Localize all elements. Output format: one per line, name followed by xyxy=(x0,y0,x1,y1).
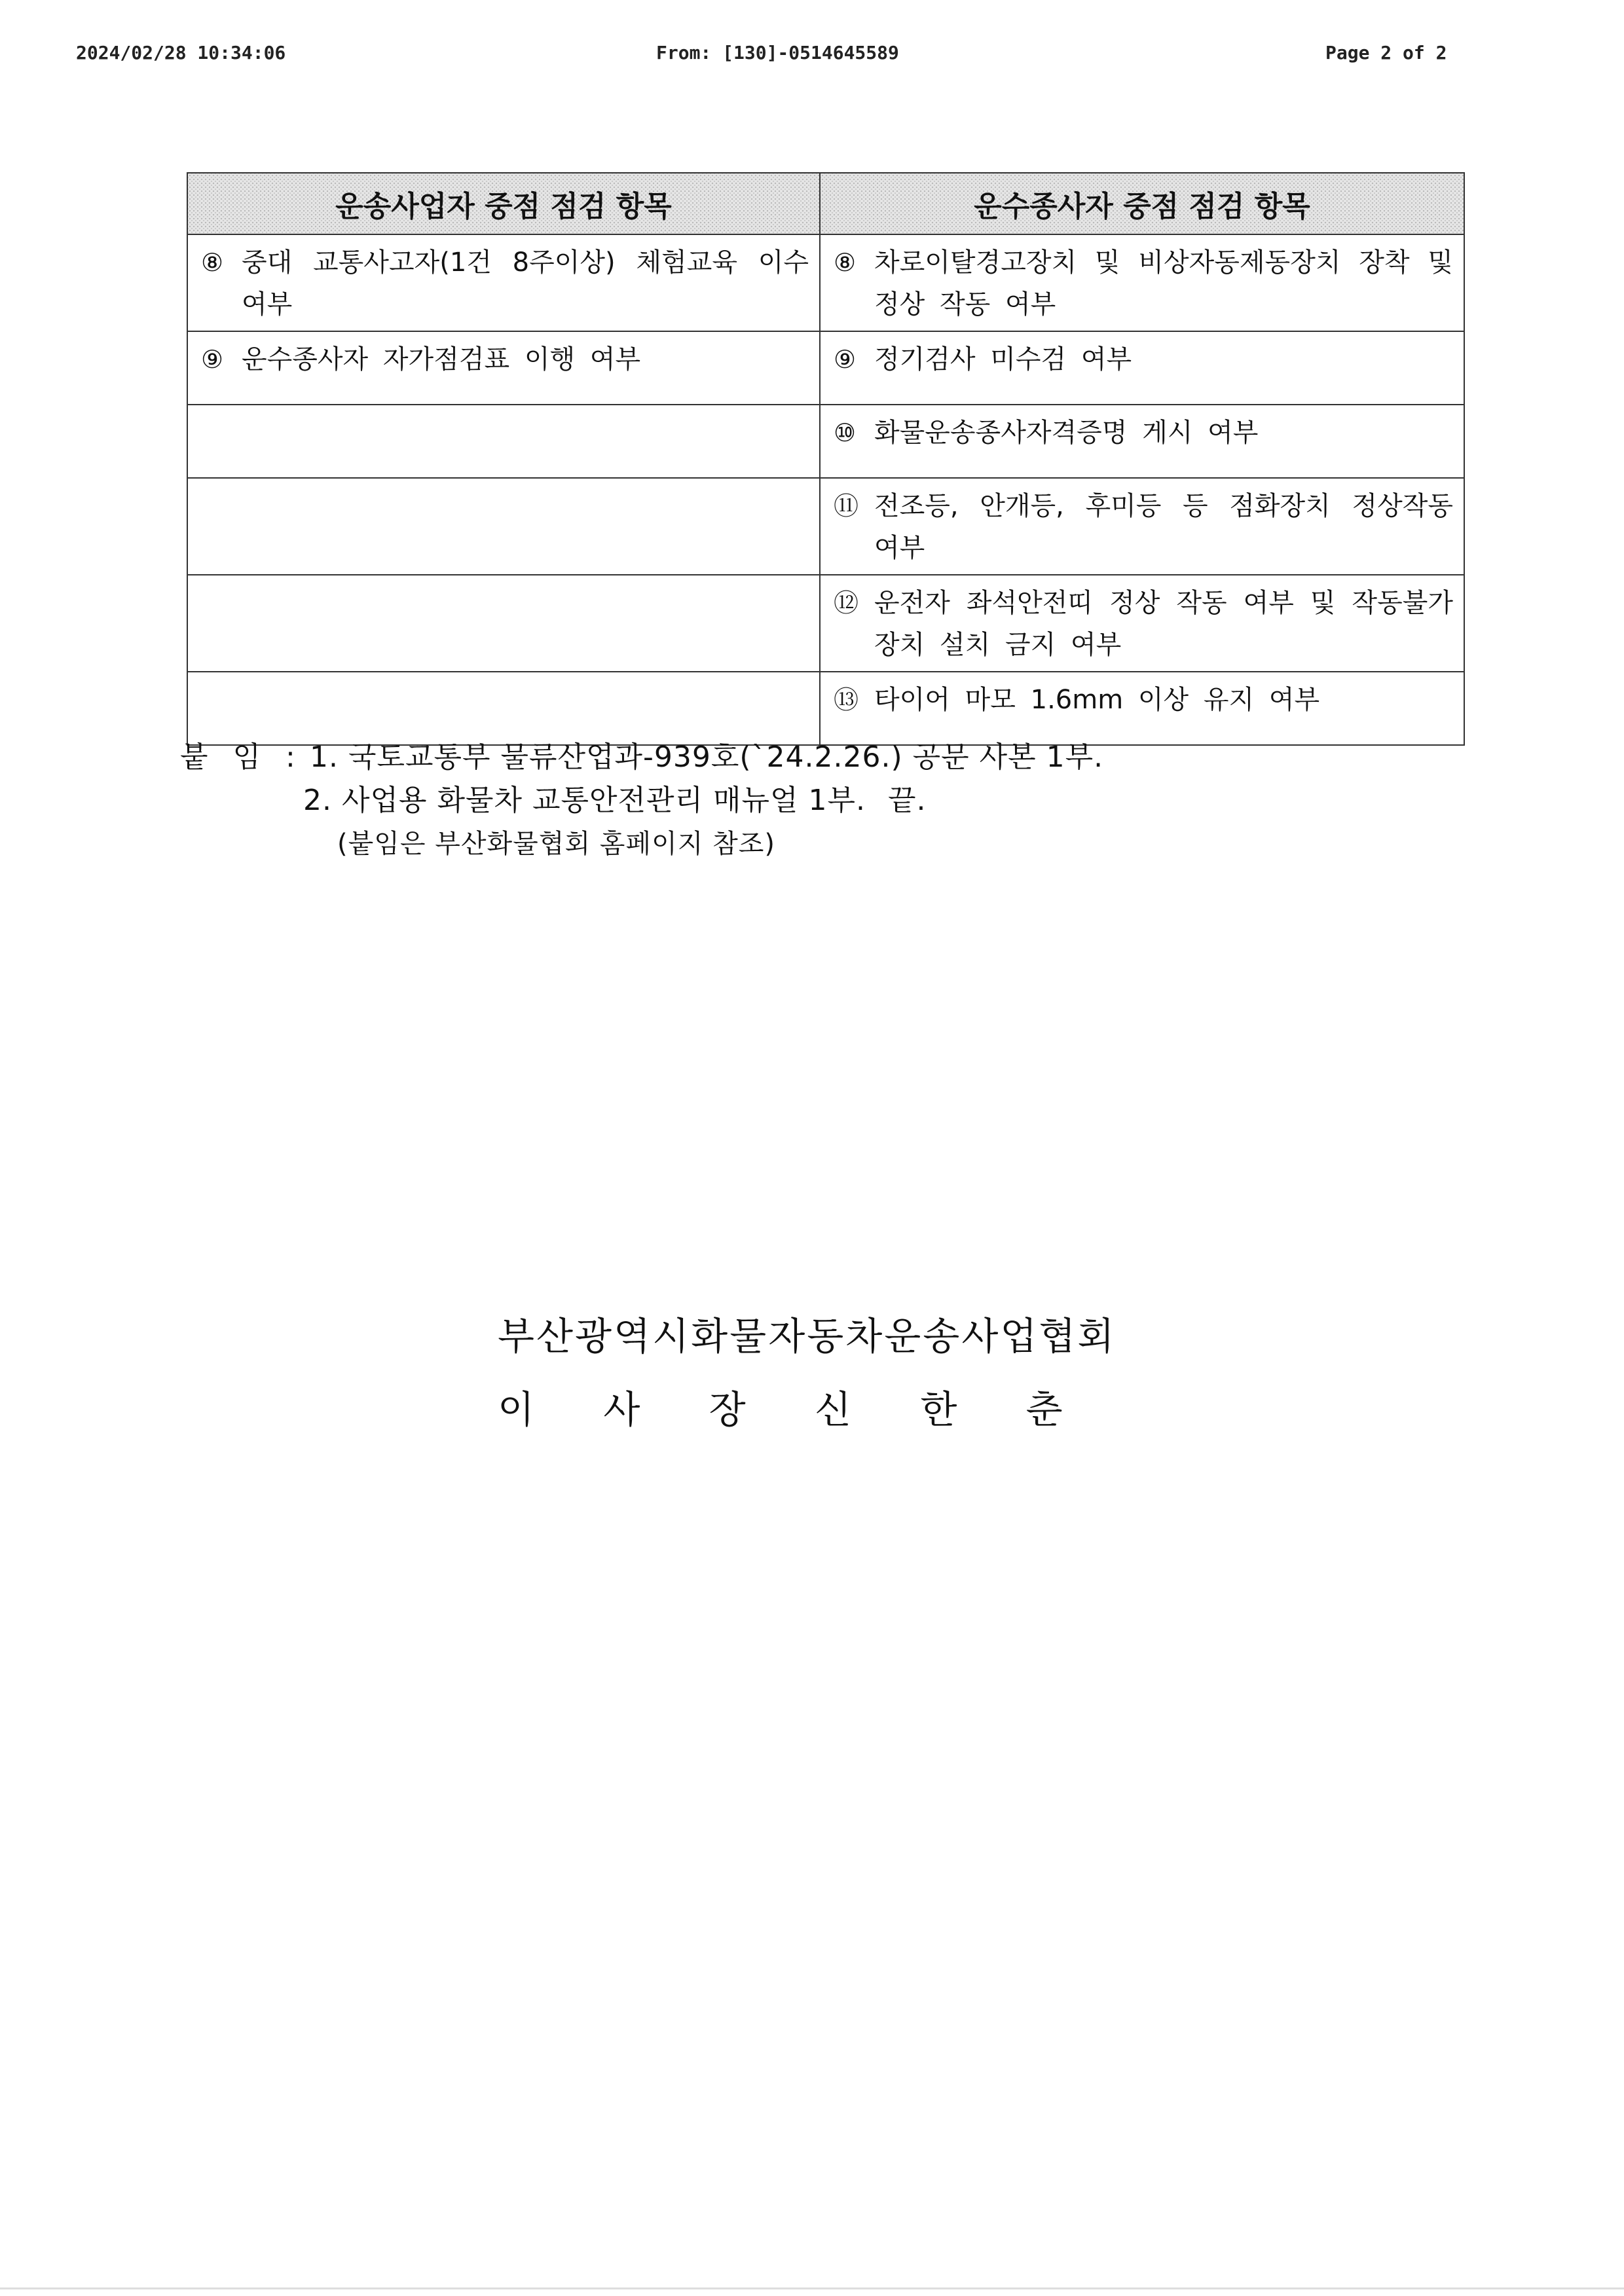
item-text: 중대 교통사고자(1건 8주이상) 체험교육 이수 여부 xyxy=(242,247,809,319)
fax-page-number: Page 2 of 2 xyxy=(1325,42,1447,64)
item-number: ⑩ xyxy=(834,418,857,447)
fax-header xyxy=(0,42,1624,75)
title-char: 춘 xyxy=(1025,1387,1063,1432)
title-char: 이 xyxy=(498,1387,535,1432)
driver-item-cell xyxy=(820,234,1464,331)
item-number: ⑧ xyxy=(201,248,224,277)
item-number: ⑨ xyxy=(834,345,857,374)
header-driver-items: 운수종사자 중점 점검 항목 xyxy=(820,173,1464,234)
item-number: ⑫ xyxy=(834,589,859,617)
attachment-item-1: 1. 국토교통부 물류산업과-939호(`24.2.26.) 공문 사본 1부. xyxy=(310,740,1104,774)
attachments-section xyxy=(180,736,1103,866)
operator-item-cell xyxy=(187,478,820,575)
title-char: 장 xyxy=(709,1387,746,1432)
organization-name: 부산광역시화물자동차운송사업협회 xyxy=(498,1314,1116,1358)
attachment-line-1 xyxy=(180,736,1103,779)
table-row xyxy=(187,405,1464,478)
title-char: 사 xyxy=(603,1387,640,1432)
item-number: ⑬ xyxy=(834,685,859,714)
item-number: ⑧ xyxy=(834,248,857,277)
page-bottom-edge xyxy=(0,2287,1624,2289)
driver-item-cell xyxy=(820,478,1464,575)
inspection-items-table xyxy=(187,172,1465,746)
title-char: 신 xyxy=(814,1387,852,1432)
president-name xyxy=(498,1373,1132,1446)
header-operator-items: 운송사업자 중점 점검 항목 xyxy=(187,173,820,234)
operator-item-cell xyxy=(187,672,820,745)
item-number: ⑪ xyxy=(834,492,859,520)
fax-datetime: 2024/02/28 10:34:06 xyxy=(76,42,286,64)
attachment-item-2: 2. 사업용 화물차 교통안전관리 매뉴얼 1부. xyxy=(303,784,866,817)
table-row xyxy=(187,575,1464,672)
item-text: 타이어 마모 1.6mm 이상 유지 여부 xyxy=(874,685,1320,715)
item-text: 운전자 좌석안전띠 정상 작동 여부 및 작동불가 장치 설치 금지 여부 xyxy=(874,588,1453,660)
signature-block xyxy=(498,1300,1153,1446)
fax-sender: From: [130]-0514645589 xyxy=(656,42,899,64)
item-number: ⑨ xyxy=(201,345,224,374)
table-header-row xyxy=(187,173,1464,234)
driver-item-cell xyxy=(820,331,1464,405)
end-mark: 끝. xyxy=(887,784,927,817)
driver-item-cell xyxy=(820,575,1464,672)
item-text: 차로이탈경고장치 및 비상자동제동장치 장착 및 정상 작동 여부 xyxy=(874,247,1453,319)
operator-item-cell xyxy=(187,575,820,672)
item-text: 화물운송종사자격증명 게시 여부 xyxy=(874,418,1259,448)
table-row xyxy=(187,331,1464,405)
attachment-line-2 xyxy=(180,779,1103,822)
title-char: 한 xyxy=(920,1387,957,1432)
operator-item-cell xyxy=(187,405,820,478)
driver-item-cell xyxy=(820,672,1464,745)
table-row xyxy=(187,478,1464,575)
item-text: 전조등, 안개등, 후미등 등 점화장치 정상작동 여부 xyxy=(874,491,1453,563)
driver-item-cell xyxy=(820,405,1464,478)
item-text: 정기검사 미수검 여부 xyxy=(874,344,1132,374)
attachments-label: 붙 임 : xyxy=(180,740,303,774)
attachment-note: (붙임은 부산화물협회 홈페이지 참조) xyxy=(337,829,775,859)
operator-item-cell xyxy=(187,331,820,405)
table-row xyxy=(187,672,1464,745)
operator-item-cell xyxy=(187,234,820,331)
table-row xyxy=(187,234,1464,331)
item-text: 운수종사자 자가점검표 이행 여부 xyxy=(242,344,641,374)
